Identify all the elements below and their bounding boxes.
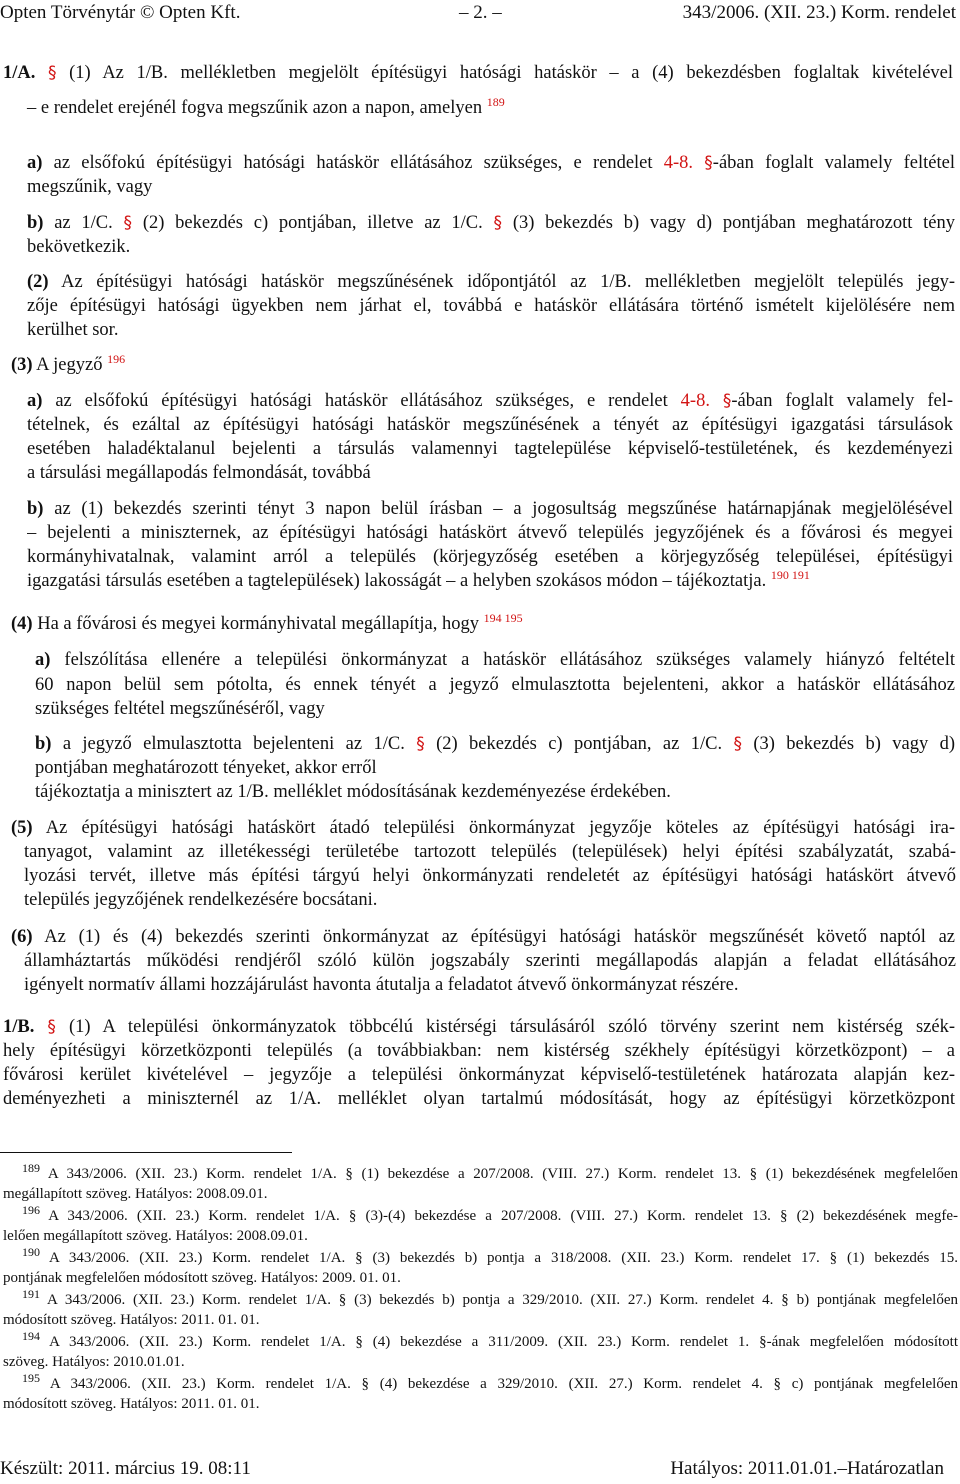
text-line: lyozási tervét, illetve más építési tárgyú helyi önkormányzati rendeletét az építésügyi hatósági hatáskört átvevő <box>24 866 956 886</box>
header-left: Opten Törvénytár © Opten Kft. <box>0 2 241 23</box>
header-right: 343/2006. (XII. 23.) Korm. rendelet <box>682 2 956 23</box>
text-line: államháztartás működési rendjéről szóló külön jogszabály szerinti megállapodás alapján a feladat ellátásához <box>24 951 956 971</box>
text-line: – bejelenti a miniszternek, az építésügyi hatósági hatáskört átvevő település jegyzőjének és a fővárosi és megyei <box>27 523 953 543</box>
footnote-line: $^{189}$ A 343/2006. (XII. 23.) Korm. rendelet 1/A. § (1) bekezdése a 207/2008. (VIII. 27.) Korm. rendelet 13. § (1) bekezdésének megfelelően <box>22 1164 958 1182</box>
text-line: b) az (1) bekezdés szerinti tényt 3 napon belül írásban – a jogosultság megszűnése határnapjának megjelölésével <box>27 499 953 519</box>
text-line: tételnek, és ezáltal az építésügyi hatósági hatáskör megszűnésének a tényét az építésügyi igazgatási társulások <box>27 415 953 435</box>
footnote-line: $^{190}$ A 343/2006. (XII. 23.) Korm. rendelet 1/A. § (3) bekezdés b) pontja a 318/2008. (XII. 23.) Korm. rendelet 17. § (1) bekezdés 15. <box>22 1248 958 1266</box>
text-line: 1/B. § (1) A települési önkormányzatok többcélú kistérségi társulásáról szóló törvény szerint nem kistérség szék- <box>3 1017 955 1037</box>
text-line: a) az elsőfokú építésügyi hatósági hatáskör ellátásához szükséges, e rendelet 4-8. §-ában foglalt valamely feltétel <box>27 153 955 173</box>
text-line: tájékoztatja a minisztert az 1/B. melléklet módosításának kezdeményezése érdekében. <box>35 782 671 802</box>
footnote-line: pontjának megfelelően módosított szöveg. Hatályos: 2009. 01. 01. <box>3 1270 401 1286</box>
footnote-divider <box>0 1152 292 1153</box>
text-line: település jegyzőjének rendelkezésére bocsátani. <box>24 890 378 910</box>
text-line: (3) A jegyző $^{196}$ <box>11 351 126 375</box>
text-line: esetében haladéktalanul bejelenti a társulás valamennyi tagtelepülése képviselő-testületének, és kezdeményezi <box>27 439 953 459</box>
header-page-number: – 2. – <box>459 2 502 23</box>
footnote-line: lelően megállapított szöveg. Hatályos: 2008.09.01. <box>3 1228 308 1244</box>
footer-effective: Hatályos: 2011.01.01.–Határozatlan <box>670 1458 944 1479</box>
page-header <box>0 2 958 28</box>
text-line: a) felszólítása ellenére a települési önkormányzat a hatáskör ellátásához szükséges valamely hiányzó feltételt <box>35 650 955 670</box>
text-line: kormányhivatalnak, valamint arról a település (körjegyzőség esetében a körjegyzőség települései, építésügyi <box>27 547 953 567</box>
text-line: pontjában meghatározott tényeket, akkor erről <box>35 758 377 778</box>
text-line: igényelt normatív állami hozzájárulást havonta átutalja a feladatot átvevő önkormányzat részére. <box>24 975 739 995</box>
text-line: megszűnik, vagy <box>27 177 153 197</box>
text-line: zője építésügyi hatósági ügyekben nem járhat el, továbbá e hatáskör ellátására történő ismételt kijelölésére nem <box>27 296 955 316</box>
text-line: b) az 1/C. § (2) bekezdés c) pontjában, illetve az 1/C. § (3) bekezdés b) vagy d) pontjában meghatározott tény <box>27 213 955 233</box>
text-line: szükséges feltétel megszűnéséről, vagy <box>35 699 325 719</box>
text-line: igazgatási társulás esetében a tagtelepülések) lakosságát – a helyben szokásos módon – tájékoztatja. $^{190 191}$ <box>27 567 810 591</box>
text-line: kerülhet sor. <box>27 320 119 340</box>
footnote-line: $^{194}$ A 343/2006. (XII. 23.) Korm. rendelet 1/A. § (4) bekezdése a 311/2009. (XII. 23.) Korm. rendelet 1. §-ának megfelelően módosított <box>22 1332 958 1350</box>
footnote-line: megállapított szöveg. Hatályos: 2008.09.01. <box>3 1186 268 1202</box>
text-line: (5) Az építésügyi hatósági hatáskört átadó települési önkormányzat jegyzője köteles az építésügyi hatósági ira- <box>11 818 955 838</box>
footnote-line: $^{196}$ A 343/2006. (XII. 23.) Korm. rendelet 1/A. § (3)-(4) bekezdése a 207/2008. (VIII. 27.) Korm. rendelet 13. § (2) bekezdésének megfe- <box>22 1206 958 1224</box>
text-line: deményezheti a miniszternél az 1/A. melléklet olyan tartalmú módosítását, hogy az építésügyi körzetközpont <box>3 1089 955 1109</box>
text-line: 1/A. § (1) Az 1/B. mellékletben megjelölt építésügyi hatósági hatáskör – a (4) bekezdésben foglaltak kivételével <box>3 63 953 83</box>
text-line: (2) Az építésügyi hatósági hatáskör megszűnésének időpontjától az 1/B. mellékletben megjelölt település jegy- <box>27 272 955 292</box>
text-line: fővárosi kerület kivételével – jegyzője a települési önkormányzat képviselő-testületének határozata alapján kez- <box>3 1065 955 1085</box>
text-line: – e rendelet erejénél fogva megszűnik azon a napon, amelyen $^{189}$ <box>27 94 505 118</box>
text-line: b) a jegyző elmulasztotta bejelenteni az 1/C. § (2) bekezdés c) pontjában, az 1/C. § (3) bekezdés b) vagy d) <box>35 734 955 754</box>
text-line: hely építésügyi körzetközponti település (a továbbiakban: nem kistérség székhely építésügyi körzetközpont) – a <box>3 1041 955 1061</box>
footnote-line: szöveg. Hatályos: 2010.01.01. <box>3 1354 185 1370</box>
footer-created: Készült: 2011. március 19. 08:11 <box>0 1458 251 1479</box>
footnote-line: $^{191}$ A 343/2006. (XII. 23.) Korm. rendelet 1/A. § (3) bekezdés b) pontja a 329/2010. (XII. 27.) Korm. rendelet 4. § b) pontjának megfelelően <box>22 1290 958 1308</box>
footnote-line: módosított szöveg. Hatályos: 2011. 01. 01. <box>3 1396 260 1412</box>
text-line: a társulási megállapodás felmondását, továbbá <box>27 463 371 483</box>
text-line: bekövetkezik. <box>27 237 131 257</box>
text-line: (4) Ha a fővárosi és megyei kormányhivatal megállapítja, hogy $^{194 195}$ <box>11 610 523 634</box>
text-line: 60 napon belül sem pótolta, és ennek tényét a jegyző elmulasztotta bejelenteni, akkor a hatáskör ellátásához <box>35 675 955 695</box>
footnote-line: $^{195}$ A 343/2006. (XII. 23.) Korm. rendelet 1/A. § (4) bekezdése a 329/2010. (XII. 27.) Korm. rendelet 4. § c) pontjának megfelelően <box>22 1374 958 1392</box>
footnote-line: módosított szöveg. Hatályos: 2011. 01. 01. <box>3 1312 260 1328</box>
text-line: (6) Az (1) és (4) bekezdés szerinti önkormányzat az építésügyi hatósági hatáskör megszűnését követő naptól az <box>11 927 955 947</box>
text-line: a) az elsőfokú építésügyi hatósági hatáskör ellátásához szükséges, e rendelet 4-8. §-ában foglalt valamely fel- <box>27 391 953 411</box>
text-line: tanyagot, valamint az illetékességi területébe tartozott település (települések) helyi építési szabályzatát, szabá- <box>24 842 956 862</box>
